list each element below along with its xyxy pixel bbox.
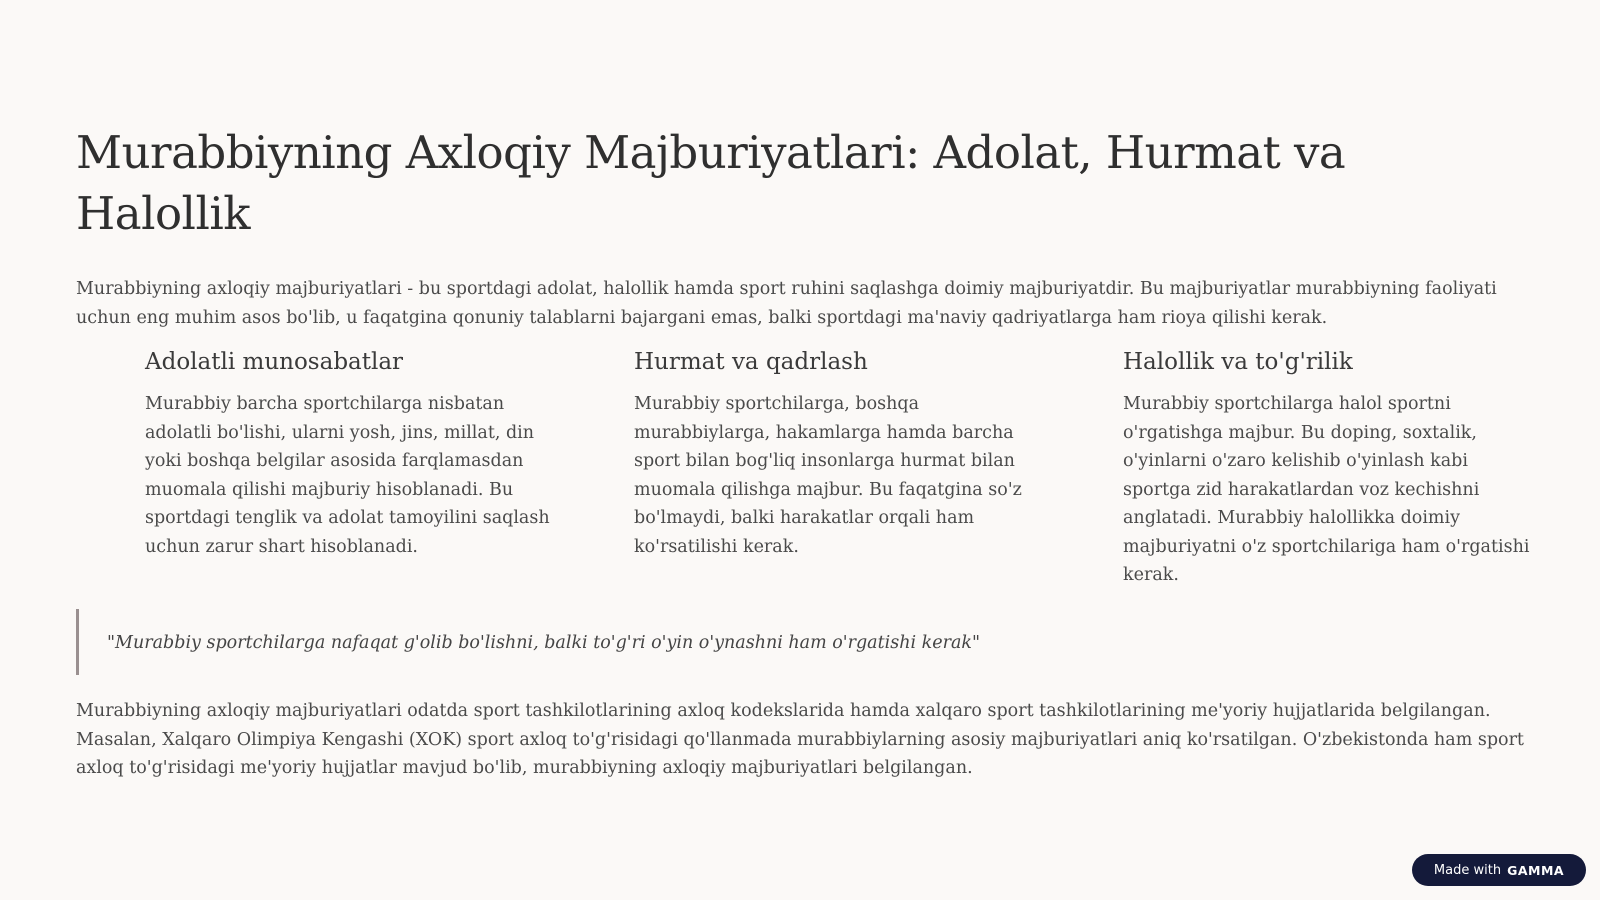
column-heading: Halollik va to'g'rilik	[1123, 349, 1353, 375]
made-with-gamma-badge[interactable]	[1412, 854, 1586, 886]
column-fair-treatment	[145, 346, 555, 561]
closing-paragraph: Murabbiyning axloqiy majburiyatlari odatda sport tashkilotlarining axloq kodekslarida hamda xalqaro sport tashkilotlarining me'yoriy hujjatlarida belgilangan. Masalan, Xalqaro Olimpiya Kengashi (XOK) sport axloq to'g'risidagi qo'llanmada murabbiylarning asosiy majburiyatlari aniq ko'rsatilgan. O'zbekistonda ham sport axloq to'g'risidagi me'yoriy hujjatlar mavjud bo'lib, murabbiyning axloqiy majburiyatlari belgilangan.	[76, 701, 1524, 778]
page-title: Murabbiyning Axloqiy Majburiyatlari: Adolat, Hurmat va Halollik	[76, 126, 1346, 240]
quote-text: "Murabbiy sportchilarga nafaqat g'olib bo'lishni, balki to'g'ri o'yin o'ynashni ham o'rgatishi kerak"	[107, 633, 981, 653]
badge-prefix: Made with	[1433, 862, 1502, 878]
column-heading: Hurmat va qadrlash	[634, 349, 868, 375]
column-honesty	[1123, 346, 1533, 590]
column-text: Murabbiy sportchilarga halol sportni o'rgatishga majbur. Bu doping, soxtalik, o'yinlarni o'zaro kelishib o'yinlash kabi sportga zid harakatlardan voz kechishni anglatadi. Murabbiy halollikka doimiy majburiyatni o'z sportchilariga ham o'rgatishi kerak.	[1123, 394, 1530, 585]
column-text: Murabbiy sportchilarga, boshqa murabbiylarga, hakamlarga hamda barcha sport bilan bog'liq insonlarga hurmat bilan muomala qilishga majbur. Bu faqatgina so'z bo'lmaydi, balki harakatlar orqali ham ko'rsatilishi kerak.	[634, 394, 1022, 557]
column-text: Murabbiy barcha sportchilarga nisbatan adolatli bo'lishi, ularni yosh, jins, millat, din yoki boshqa belgilar asosida farqlamasdan muomala qilishi majburiy hisoblanadi. Bu sportdagi tenglik va adolat tamoyilini saqlash uchun zarur shart hisoblanadi.	[145, 394, 550, 557]
intro-paragraph: Murabbiyning axloqiy majburiyatlari - bu sportdagi adolat, halollik hamda sport ruhini saqlashga doimiy majburiyatdir. Bu majburiyatlar murabbiyning faoliyati uchun eng muhim asos bo'lib, u faqatgina qonuniy talablarni bajargani emas, balki sportdagi ma'naviy qadriyatlarga ham rioya qilishi kerak.	[76, 279, 1497, 328]
blockquote	[76, 609, 1516, 675]
column-heading: Adolatli munosabatlar	[145, 349, 404, 375]
column-respect	[634, 346, 1044, 561]
gamma-logo: GAMMA	[1507, 862, 1565, 878]
